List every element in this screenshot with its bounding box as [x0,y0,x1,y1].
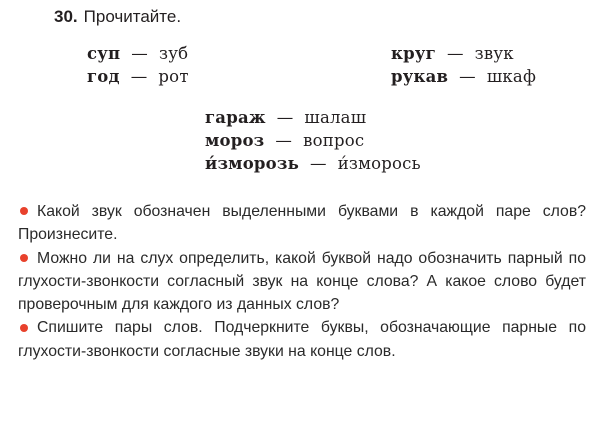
word-right: зуб [159,44,189,63]
word-right: звук [474,44,514,63]
word-right: шалаш [304,108,367,127]
dash: — [459,67,476,86]
word-left: круг [391,44,436,63]
word-pair [391,67,536,86]
dash: — [131,44,148,63]
dash: — [276,108,294,127]
exercise-title: Прочитайте. [83,7,182,26]
word-right: шкаф [486,67,537,86]
word-pair [205,108,366,127]
word-pair [87,67,189,86]
word-right: и́зморось [337,154,421,173]
bullet-icon [20,254,28,262]
word-pair [87,44,188,63]
bullet-icon [20,207,28,215]
exercise-header [54,7,181,27]
word-left: и́зморозь [205,154,299,173]
word-left: рукав [391,67,449,86]
instructions [18,200,586,363]
word-left: суп [87,44,121,63]
word-pair [205,131,364,150]
dash: — [446,44,464,63]
word-pair [391,44,514,63]
bullet-icon [20,324,28,332]
instruction-text: Спишите пары слов. Подчеркните буквы, обозначающие парные по глухости-звонкости согласные звуки на конце слов. [18,319,586,360]
instruction-text: Какой звук обозначен выделенными буквами в каждой паре слов? Произнесите. [18,203,586,244]
instruction-item [18,316,586,363]
word-left: мороз [205,131,265,150]
dash: — [130,67,148,86]
word-right: рот [158,67,189,86]
instruction-item [18,200,586,247]
dash: — [275,131,293,150]
dash: — [309,154,327,173]
exercise-number: 30. [54,7,78,26]
instruction-item [18,247,586,317]
instruction-text: Можно ли на слух определить, какой буквой надо обозначить парный по глухости-звонкости согласный звук на конце слова? А какое слово будет проверочным для каждого из данных слов? [18,249,586,314]
word-left: год [87,67,120,86]
word-left: гараж [205,108,266,127]
word-right: вопрос [303,131,365,150]
word-pair [205,154,421,173]
